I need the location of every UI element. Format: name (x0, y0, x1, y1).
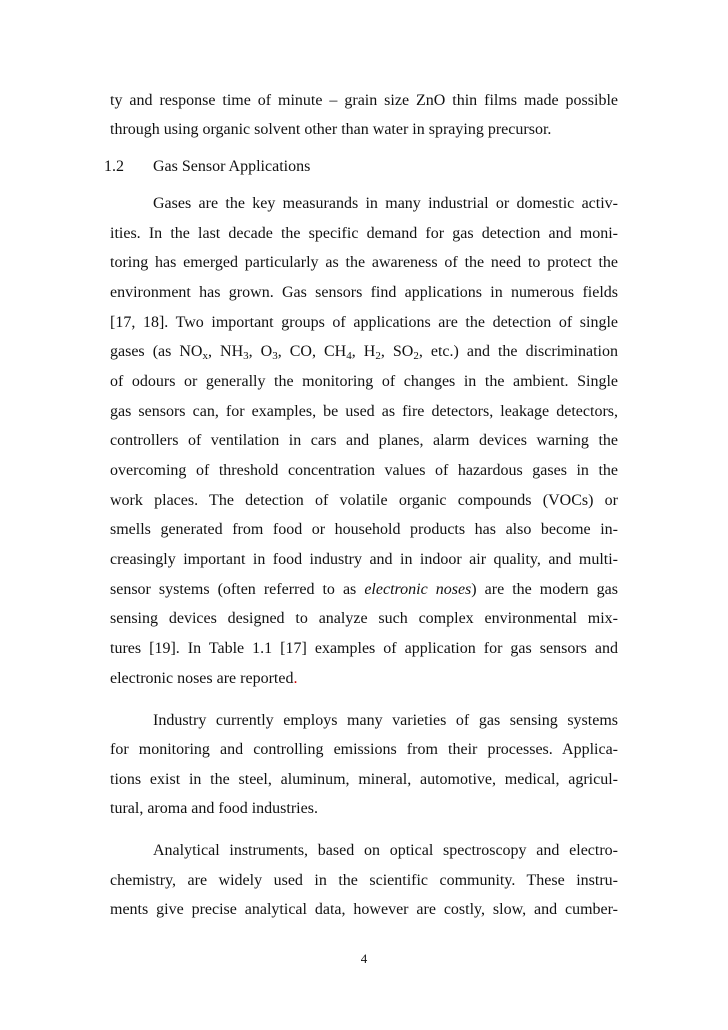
text-line: toring has emerged particularly as the awareness of the need to protect the (110, 254, 618, 271)
text-line: [17, 18]. Two important groups of applications are the detection of single (110, 314, 618, 331)
text: , CO, CH (277, 343, 347, 360)
text: gases (as NO (110, 343, 203, 360)
subscript: 3 (243, 350, 249, 362)
text-line: for monitoring and controlling emissions from their processes. Applica- (110, 741, 618, 758)
text-line: environment has grown. Gas sensors find applications in numerous fields (110, 284, 618, 301)
text-line: work places. The detection of volatile organic compounds (VOCs) or (110, 492, 618, 509)
text: , NH (207, 343, 244, 360)
text-line: Industry currently employs many varieties of gas sensing systems (153, 712, 618, 729)
text: ) are the modern gas (471, 581, 618, 598)
page-number: 4 (360, 951, 368, 966)
text-line: ty and response time of minute – grain size ZnO thin films made possible (110, 92, 618, 109)
emphasis-text: electronic noses (364, 581, 472, 598)
text-line: controllers of ventilation in cars and planes, alarm devices warning the (110, 432, 618, 449)
text-line: smells generated from food or household products has also become in- (110, 521, 618, 538)
text: , SO (380, 343, 414, 360)
text: , etc.) and the discrimination (418, 343, 618, 360)
text-line: Analytical instruments, based on optical spectroscopy and electro- (153, 842, 618, 859)
subscript: 2 (413, 350, 419, 362)
text: , H (351, 343, 376, 360)
section-number: 1.2 (104, 158, 124, 175)
text-line: tural, aroma and food industries. (110, 800, 318, 817)
text-line: tures [19]. In Table 1.1 [17] examples of application for gas sensors and (110, 640, 618, 657)
text-line (110, 669, 618, 689)
text-line: ments give precise analytical data, however are costly, slow, and cumber- (110, 901, 618, 918)
text-line-electronic-noses (110, 580, 618, 600)
text-line: through using organic solvent other than water in spraying precursor. (110, 121, 552, 138)
text: , O (248, 343, 273, 360)
section-title: Gas Sensor Applications (153, 158, 311, 175)
text: electronic noses are reported (110, 670, 294, 687)
text-line: sensing devices designed to analyze such complex environmental mix- (110, 610, 618, 627)
text-line: of odours or generally the monitoring of changes in the ambient. Single (110, 373, 618, 390)
text-line: chemistry, are widely used in the scientific community. These instru- (110, 872, 618, 889)
text-line-chemical-formulas (110, 342, 618, 362)
text-line: ities. In the last decade the specific demand for gas detection and moni- (110, 225, 618, 242)
text: sensor systems (often referred to as (110, 581, 365, 598)
subscript: 4 (346, 350, 352, 362)
subscript: 3 (272, 350, 278, 362)
text-line: tions exist in the steel, aluminum, mineral, automotive, medical, agricul- (110, 771, 618, 788)
text-line: gas sensors can, for examples, be used as fire detectors, leakage detectors, (110, 403, 618, 420)
subscript: 2 (375, 350, 381, 362)
subscript: x (202, 350, 208, 362)
text-line: overcoming of threshold concentration values of hazardous gases in the (110, 462, 618, 479)
period: . (293, 670, 298, 687)
text-line: Gases are the key measurands in many industrial or domestic activ- (153, 195, 618, 212)
text-line: creasingly important in food industry and in indoor air quality, and multi- (110, 551, 618, 568)
